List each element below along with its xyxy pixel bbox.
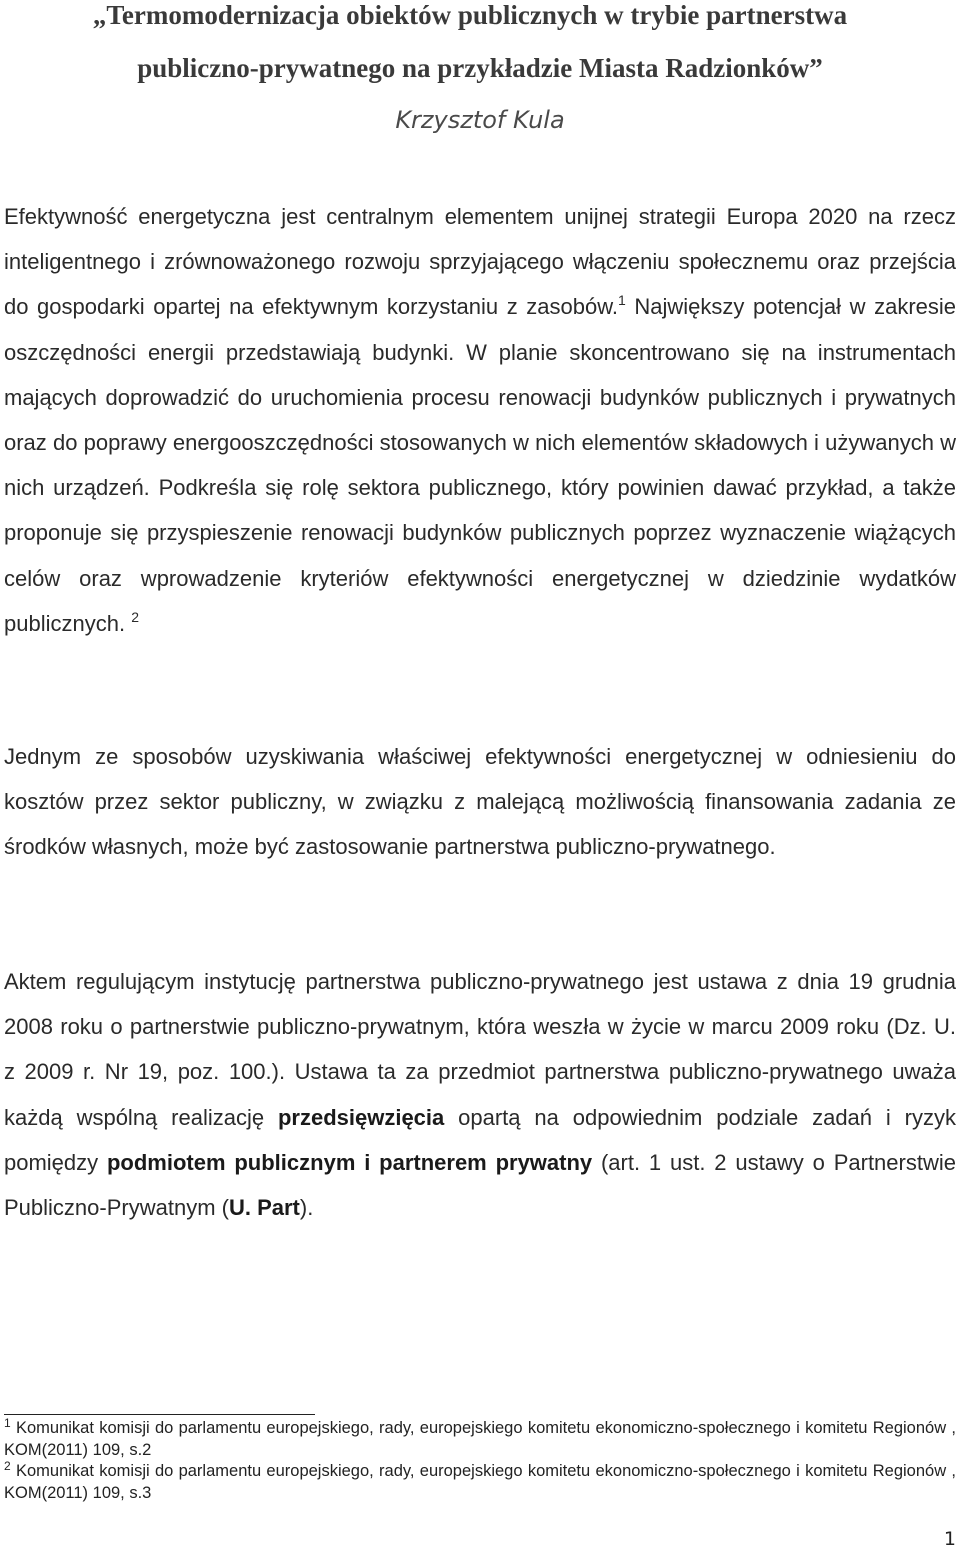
bold-term-act-abbreviation: U. Part bbox=[228, 1195, 300, 1221]
footnote-2 bbox=[4, 1461, 956, 1504]
footnote-number: 2 bbox=[4, 1459, 11, 1473]
paragraph-text: Efektywność energetyczna jest centralnym elementem unijnej strategii Europa 2020 na rzecz inteligentnego i zrównoważonego rozwoju sprzyjającego włączeniu społecznemu oraz przejścia do gospodarki opartej na efektywnym korzystaniu z zasobów. bbox=[4, 204, 956, 320]
footnote-ref-2[interactable]: 2 bbox=[131, 608, 139, 625]
paragraph-text: ). bbox=[299, 1195, 314, 1221]
footnote-text: Komunikat komisji do parlamentu europejskiego, rady, europejskiego komitetu ekonomiczno-społecznego i komitetu Regionów , KOM(2011) 109, s.3 bbox=[4, 1462, 956, 1502]
paragraph-text: Aktem regulującym instytucję partnerstwa publiczno-prywatnego jest ustawa z dnia 19 grudnia 2008 roku o partnerstwie publiczno-prywatnym, która weszła w życie w marcu 2009 roku (Dz. U. z 2009 r. Nr 19, poz. 100.). Ustawa ta za przedmiot partnerstwa publiczno-prywatnego uważa każdą wspólną realizację bbox=[4, 969, 956, 1130]
document-title-line-2: publiczno-prywatnego na przykładzie Miasta Radzionków” bbox=[137, 53, 823, 83]
footnote-ref-1[interactable]: 1 bbox=[618, 292, 626, 309]
paragraph-legal-act bbox=[4, 959, 956, 1230]
paragraph-text: . bbox=[118, 610, 126, 636]
author-name: Krzysztof Kula bbox=[395, 106, 565, 134]
page-number: 1 bbox=[943, 1528, 956, 1550]
paragraph-text: Największy potencjał w zakresie oszczędności energii przedstawiają budynki. W planie skoncentrowano się na instrumentach mających doprowadzić do uruchomienia procesu renowacji budynków publicznych i prywatnych oraz do poprawy energooszczędności stosowanych w nich elementów składowych i używanych w nich urządzeń. Podkreśla się rolę sektora publicznego, który powinien dawać przykład, a także proponuje się przyspieszenie renowacji budynków publicznych poprzez wyznaczenie wiążących celów oraz wprowadzenie kryteriów efektywności energetycznej w dziedzinie wydatków publicznych bbox=[4, 294, 957, 636]
bold-term-undertaking: przedsięwzięcia bbox=[277, 1104, 445, 1130]
document-title-line-1: „Termomodernizacja obiektów publicznych w trybie partnerstwa bbox=[92, 0, 848, 30]
paragraph-text: (art. 1 ust. 2 ustawy o Partnerstwie Publiczno-Prywatnym ( bbox=[4, 1149, 956, 1221]
footnote-number: 1 bbox=[4, 1416, 11, 1430]
footnotes-section bbox=[4, 1418, 956, 1504]
footnote-separator bbox=[4, 1414, 315, 1415]
bold-term-parties: podmiotem publicznym i partnerem prywatny bbox=[106, 1149, 593, 1175]
footnote-text: Komunikat komisji do parlamentu europejskiego, rady, europejskiego komitetu ekonomiczno-społecznego i komitetu Regionów , KOM(2011) 109, s.2 bbox=[4, 1419, 956, 1459]
footnote-1 bbox=[4, 1418, 956, 1461]
paragraph-energy-efficiency bbox=[4, 194, 956, 646]
paragraph-public-private-partnership: Jednym ze sposobów uzyskiwania właściwej efektywności energetycznej w odniesieniu do kosztów przez sektor publiczny, w związku z malejącą możliwością finansowania zadania ze środków własnych, może być zastosowanie partnerstwa publiczno-prywatnego. bbox=[4, 744, 956, 860]
paragraph-text: opartą na odpowiednim podziale zadań i ryzyk pomiędzy bbox=[4, 1104, 956, 1175]
